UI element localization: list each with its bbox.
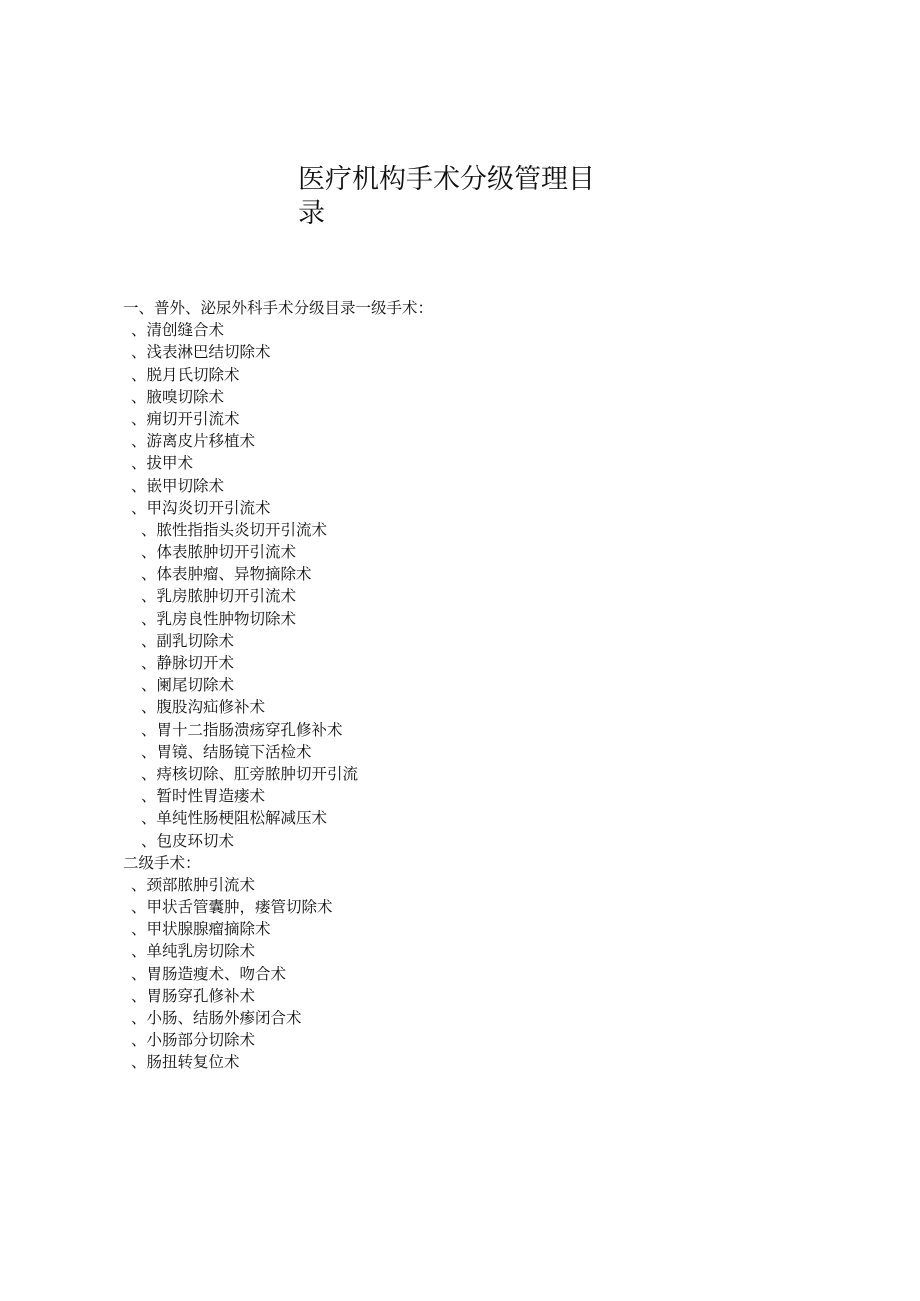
list-item: 、单纯性肠梗阻松解减压术 bbox=[141, 809, 328, 828]
list-item: 、痔核切除、肛旁脓肿切开引流 bbox=[141, 764, 359, 783]
list-item: 、乳房良性肿物切除术 bbox=[141, 609, 297, 628]
list-item: 、阑尾切除术 bbox=[141, 676, 235, 695]
list-item: 、体表肿瘤、异物摘除术 bbox=[141, 565, 312, 584]
list-item: 、单纯乳房切除术 bbox=[131, 942, 256, 961]
list-item: 、小肠、结肠外瘆闭合术 bbox=[131, 1009, 302, 1027]
list-item: 、游离皮片移植术 bbox=[131, 432, 256, 451]
list-item: 、包皮环切术 bbox=[141, 831, 235, 850]
list-item: 、浅表淋巴结切除术 bbox=[131, 343, 271, 362]
list-item: 、痈切开引流术 bbox=[131, 409, 240, 428]
list-item: 、甲状腺腺瘤摘除术 bbox=[131, 920, 271, 939]
list-item: 、腹股沟疝修补术 bbox=[141, 698, 266, 717]
list-item: 、胃肠穿孔修补术 bbox=[131, 986, 256, 1005]
list-item: 、甲状舌管囊肿，瘘管切除术 bbox=[131, 898, 333, 917]
document-title: 医疗机构手术分级管理目录 bbox=[298, 164, 595, 229]
list-item: 、拔甲术 bbox=[131, 454, 194, 473]
section-heading: 二级手术： bbox=[123, 853, 201, 872]
document-body bbox=[123, 297, 823, 1074]
list-item: 、胃十二指肠溃疡穿孔修补术 bbox=[141, 720, 343, 739]
list-item: 、清创缝合术 bbox=[131, 321, 225, 340]
list-item: 、颈部脓肿引流术 bbox=[131, 875, 256, 894]
list-item: 、腋嗅切除术 bbox=[131, 387, 225, 406]
list-item: 、脱月氏切除术 bbox=[131, 365, 240, 384]
procedure-list bbox=[123, 874, 823, 1074]
list-item: 、暂时性胃造瘘术 bbox=[141, 787, 266, 806]
list-item: 、肠扭转复位术 bbox=[131, 1053, 240, 1072]
list-item: 、乳房脓肿切开引流术 bbox=[141, 587, 297, 606]
list-item: 、嵌甲切除术 bbox=[131, 476, 225, 495]
list-item: 、甲沟炎切开引流术 bbox=[131, 498, 271, 517]
list-item: 、脓性指指头炎切开引流术 bbox=[141, 520, 328, 539]
list-item: 、体表脓肿切开引流术 bbox=[141, 543, 297, 562]
section-heading: 一、普外、泌尿外科手术分级目录一级手术： bbox=[123, 299, 434, 317]
list-item: 、静脉切开术 bbox=[141, 654, 235, 672]
list-item: 、胃肠造瘦术、吻合术 bbox=[131, 964, 287, 983]
list-item: 、副乳切除术 bbox=[141, 631, 235, 650]
list-item: 、胃镜、结肠镜下活检术 bbox=[141, 742, 312, 761]
procedure-list bbox=[123, 319, 823, 852]
list-item: 、小肠部分切除术 bbox=[131, 1031, 256, 1050]
